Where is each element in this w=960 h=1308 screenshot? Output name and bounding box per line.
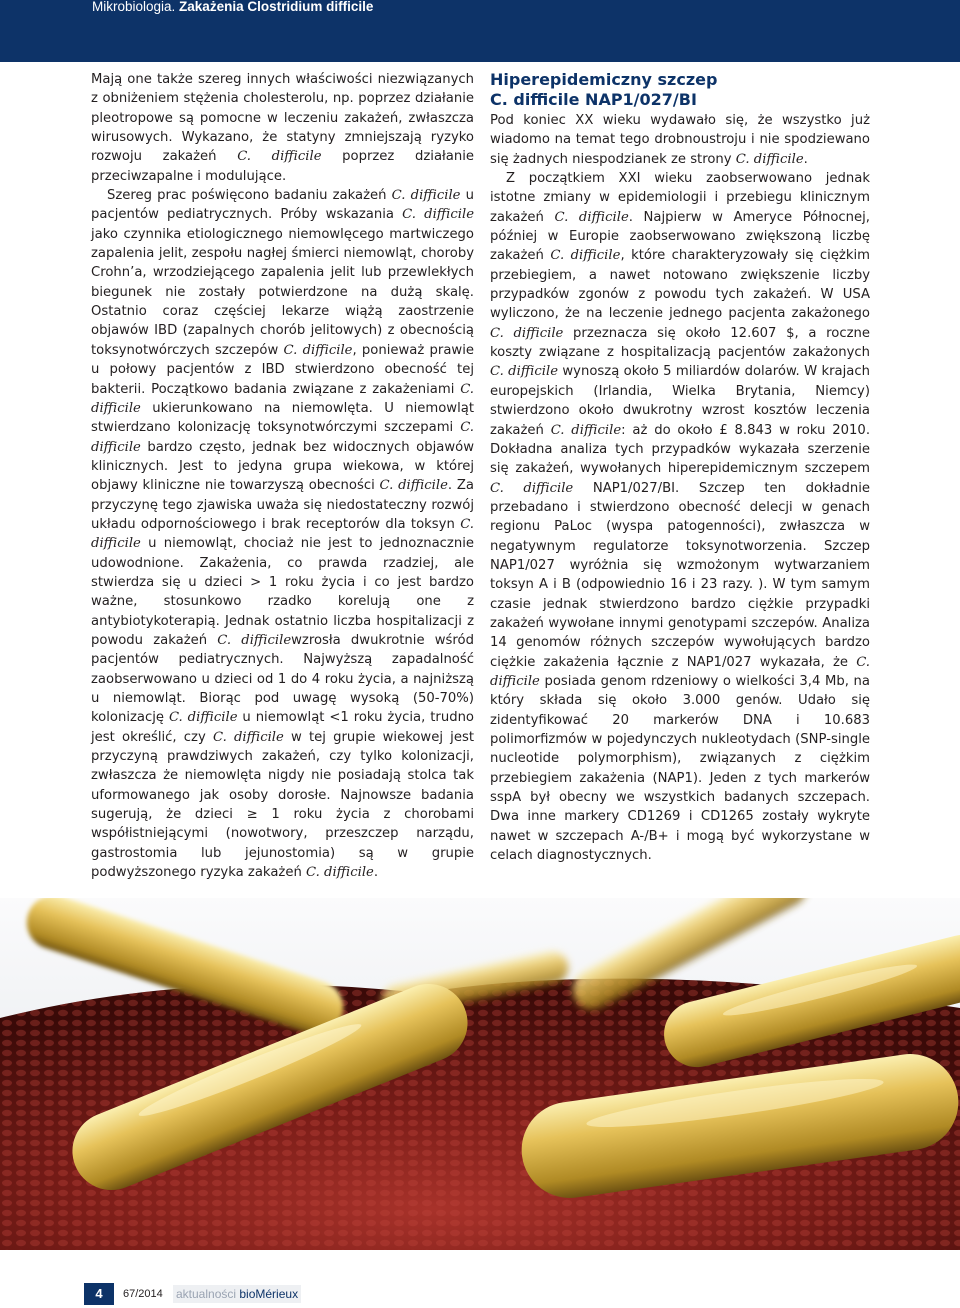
species-name: C. difficile bbox=[554, 209, 629, 225]
brand-logo bbox=[173, 1285, 301, 1303]
left-paragraph-2 bbox=[91, 186, 474, 882]
text-run: bardzo często, jednak bez widocznych objawów klinicznych. Jest to jedyna grupa wiekowa, w której objawy kliniczne nie towarzyszą obecności bbox=[91, 439, 474, 494]
section-heading-line1: Hiperepidemiczny szczep bbox=[490, 70, 718, 89]
species-name: C. difficile bbox=[490, 325, 564, 341]
running-title bbox=[92, 0, 373, 14]
text-run: posiada genom rdzeniowy o wielkości 3,4 Mb, na który składa się około 3.000 genów. Udało się zidentyfikować 20 markerów DNA i 10.683 polimorfizmów w pojedynczych nukleotydach (SNP-single nucleotide polymorphism), związanych z ciężkim przebiegiem zakażenia (NAP1). Jeden z tych markerów sspA był obecny we wszystkich badanych szczepach. Dwa inne markery CD1269 i CD1265 zostały wykryte nawet w szczepach A-/B+ i mogą być wykorzystane w celach diagnostycznych. bbox=[490, 673, 870, 864]
text-run: NAP1/027/BI. Szczep ten dokładnie przebadano i stwierdzono obecność delecji w genach regionu PaLoc (wyspa patogenności), zwłaszcza w negatywnym regulatorze toksynotworzenia. Szczep NAP1/027 wyróżnia się wzmożonym wytwarzaniem toksyn A i B (odpowiednio 16 i 23 razy. ). W tym samym czasie jednak stwierdzono bardzo ciężkie przypadki zakażeń wywołane innymi genotypami szczepów. Analiza 14 genomów różnych szczepów wywołujących bardzo ciężkie zakażenia łącznie z NAP1/027 wykazała, że bbox=[490, 480, 870, 670]
text-run: poprzez działanie przeciwzapalne i modulujące. bbox=[91, 149, 474, 184]
issue-number: 67/2014 bbox=[123, 1288, 163, 1300]
species-name: C. difficile bbox=[237, 149, 322, 165]
text-run: u niemowląt, chociaż nie jest to jednoznacznie udowodnione. Zakażenia, co prawda rzadziej, ale stwierdza się u dzieci > 1 roku życia i co jest bardzo ważne, stosunkowo rzadko korelują one z antybiotykoterapią. Jednak ostatnio liczba hospitalizacji z powodu zakażeń bbox=[91, 536, 474, 648]
species-name: C. difficile bbox=[217, 632, 292, 648]
page-number: 4 bbox=[95, 1286, 103, 1301]
right-column bbox=[490, 70, 870, 865]
page-number-box bbox=[84, 1283, 114, 1305]
text-run: u pacjentów pediatrycznych. Próby wskazania bbox=[91, 188, 474, 223]
species-name: C. difficile bbox=[391, 188, 461, 204]
text-run: , ponieważ prawie u połowy pacjentów z IBD stwierdzono obecność tej bakterii. Początkowo badania związane z zakażeniami bbox=[91, 342, 474, 397]
section-heading-line2: C. difficile NAP1/027/BI bbox=[490, 90, 697, 109]
species-name: C. difficile bbox=[490, 654, 870, 689]
left-paragraph-1 bbox=[91, 70, 474, 186]
running-title-prefix: Mikrobiologia. bbox=[92, 0, 180, 14]
species-name: C. difficile bbox=[379, 478, 448, 494]
text-run: : aż do około £ 8.843 w roku 2010. Dokładna analiza tych przypadków wykazała szerzenie się zakażeń, wywołanych hiperepidemicznym szczepem bbox=[490, 422, 871, 477]
brand-logo-part2: bioMérieux bbox=[239, 1287, 299, 1301]
text-run: . bbox=[373, 865, 379, 881]
right-paragraph-1 bbox=[490, 111, 870, 169]
text-run: . bbox=[803, 151, 808, 167]
text-run: ukierunkowano na niemowlęta. U niemowląt stwierdzano kolonizację toksynotwórczymi szczepami bbox=[91, 400, 474, 436]
text-run: Szereg prac poświęcono badaniu zakażeń bbox=[107, 188, 392, 204]
text-run: Pod koniec XX wieku wydawało się, że wszystko już wiadomo na temat tego drobnoustroju i nie spodziewano się żadnych niespodzianek ze strony bbox=[490, 113, 870, 167]
text-run: u niemowląt <1 roku życia, trudno jest określić, czy bbox=[91, 710, 474, 745]
species-name: C. difficile bbox=[735, 151, 804, 167]
text-run: jako czynnika etiologicznego niemowlęcego martwiczego zapalenia jelit, zespołu nagłej śmierci niemowląt, choroby Crohn’a, wrzodziejącego zapalenia jelit lub przewlekłych biegunek nie zostały potwierdzone na dużą skalę. Ostatnio coraz częściej lekarze wiążą zaostrzenie objawów IBD (zapalnych chorób jelitowych) z obecnością toksynotwórczych szczepów bbox=[91, 226, 474, 358]
text-run: . Za przyczynę tego zjawiska uważa się niedostateczny rozwój układu odpornościowego i brak receptorów dla toksyn bbox=[91, 478, 474, 532]
page-header bbox=[0, 0, 960, 62]
species-name: C. difficile bbox=[550, 422, 622, 438]
species-name: C. difficile bbox=[168, 710, 238, 726]
text-run: wynoszą około 5 miliardów dolarów. W krajach europejskich (Irlandia, Wielka Brytania, Niemcy) stwierdzono około dwukrotny wzrost kosztów leczenia zakażeń bbox=[490, 364, 870, 438]
text-run: , które charakteryzowały się ciężkim przebiegiem, a nawet notowano zwiększenie liczby przypadków zgonów z powodu tych zakażeń. W USA wyliczono, że na leczenie jednego pacjenta zakażonego bbox=[490, 248, 871, 322]
right-paragraph-2 bbox=[490, 169, 870, 865]
species-name: C. difficile bbox=[306, 865, 374, 881]
species-name: C. difficile bbox=[212, 729, 284, 745]
brand-logo-part1: aktualności bbox=[176, 1287, 240, 1301]
species-name: C. difficile bbox=[490, 480, 574, 496]
text-run: w tej grupie wiekowej jest przyczyną prawdziwych zakażeń, czy tylko kolonizacji, zwłaszcza że niemowlęta nigdy nie posiadają stolca tak uformowanego jak osoby dorosłe. Najnowsze badania sugerują, że dzieci ≥ 1 roku życia z chorobami współistniejącymi (nowotwory, przeszczep narządu, gastrostomia lub jejunostomia) są w grupie podwyższonego ryzyka zakażeń bbox=[91, 729, 474, 881]
bacteria-illustration bbox=[0, 898, 960, 1250]
species-name: C. difficile bbox=[490, 364, 559, 380]
text-run: wzrosła dwukrotnie wśród pacjentów pediatrycznych. Najwyższą zapadalność zaobserwowano u dzieci od 1 do 4 roku życia, a najniższą u niemowląt. Biorąc pod uwagę wysoką (50-70%) kolonizację bbox=[91, 632, 474, 726]
species-name: C. difficile bbox=[91, 516, 474, 552]
bacteria-illustration-svg bbox=[0, 898, 960, 1250]
species-name: C. difficile bbox=[402, 207, 474, 223]
species-name: C. difficile bbox=[283, 342, 353, 358]
running-title-main: Zakażenia Clostridium difficile bbox=[179, 0, 374, 14]
species-name: C. difficile bbox=[91, 420, 474, 455]
section-heading bbox=[490, 70, 870, 110]
text-run: . Najpierw w Ameryce Północnej, później w Europie zaobserwowano zwiększoną liczbę zakażeń bbox=[490, 209, 870, 264]
text-run: Z początkiem XXI wieku zaobserwowano jednak istotne zmiany w epidemiologii i przebiegu klinicznym zakażeń bbox=[490, 171, 870, 225]
left-column bbox=[91, 70, 474, 882]
species-name: C. difficile bbox=[91, 381, 474, 416]
text-run: Mają one także szereg innych właściwości niezwiązanych z obniżeniem stężenia cholesterolu, np. poprzez działanie pleotropowe są pomocne w leczeniu zakażeń, zwłaszcza wirusowych. Wykazano, że statyny zmniejszają ryzyko rozwoju zakażeń bbox=[91, 72, 474, 165]
text-run: przeznacza się około 12.607 $, a roczne koszty związane z hospitalizacją pacjentów zakażonych bbox=[490, 325, 870, 361]
species-name: C. difficile bbox=[550, 248, 621, 264]
